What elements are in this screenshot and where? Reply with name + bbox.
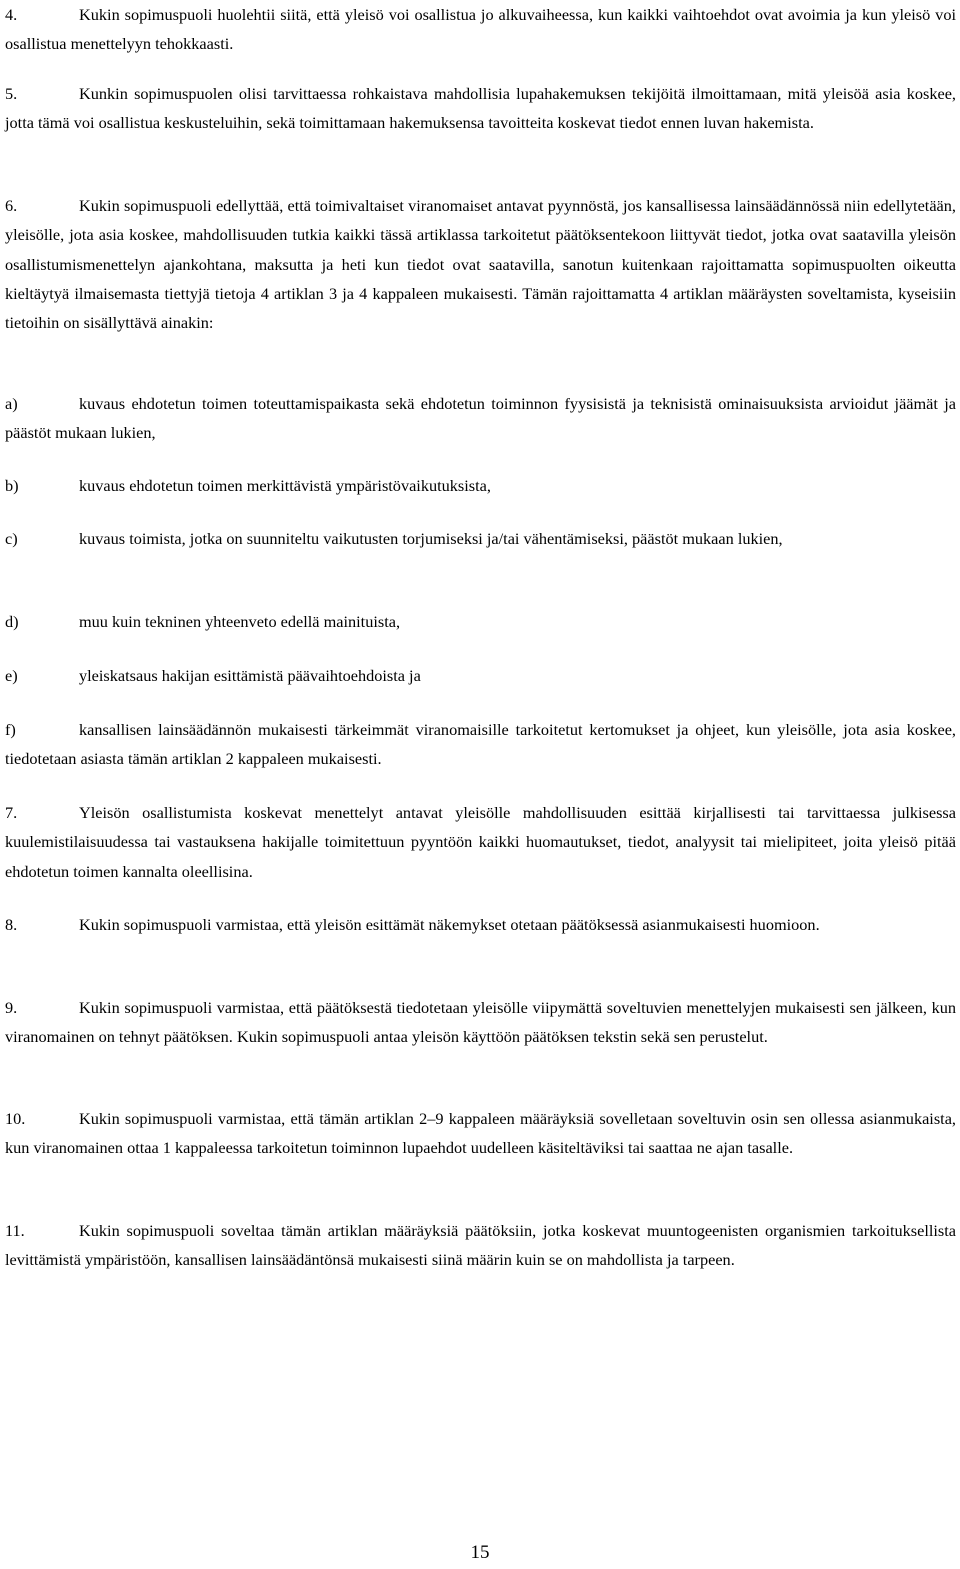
list-item-c — [5, 524, 956, 553]
list-item-marker: b) — [5, 476, 19, 495]
paragraph-number: 5. — [5, 84, 18, 103]
paragraph-number: 11. — [5, 1221, 25, 1240]
list-item-marker: c) — [5, 529, 18, 548]
list-item-text: kuvaus ehdotetun toimen toteuttamispaikasta sekä ehdotetun toiminnon fyysisistä ja teknisistä ominaisuuksista arvioidut jäämät ja päästöt mukaan lukien, — [5, 394, 956, 443]
list-item-marker: a) — [5, 394, 18, 413]
list-item-text: yleiskatsaus hakijan esittämistä päävaihtoehdoista ja — [79, 666, 421, 685]
paragraph-11 — [5, 1216, 956, 1275]
list-item-b — [5, 471, 956, 500]
paragraph-number: 9. — [5, 998, 18, 1017]
paragraph-number: 7. — [5, 803, 18, 822]
paragraph-6 — [5, 191, 956, 337]
paragraph-text: Yleisön osallistumista koskevat menettelyt antavat yleisölle mahdollisuuden esittää kirjallisesti tai tarvittaessa julkisessa kuulemistilaisuudessa tai vastauksena hakijalle toimitettuun pyyntöön kaikki huomautukset, tiedot, analyysit tai mielipiteet, joita yleisö pitää ehdotetun toimen kannalta oleellisina. — [5, 803, 956, 881]
list-item-text: muu kuin tekninen yhteenveto edellä mainituista, — [79, 612, 401, 631]
paragraph-text: Kukin sopimuspuoli varmistaa, että tämän artiklan 2–9 kappaleen määräyksiä sovelletaan soveltuvin osin sen ollessa asianmukaista, kun viranomainen ottaa 1 kappaleessa tarkoitetun toiminnon lupaehdot uudelleen käsiteltäviksi tai saattaa ne ajan tasalle. — [5, 1109, 956, 1158]
paragraph-number: 6. — [5, 196, 18, 215]
paragraph-10 — [5, 1104, 956, 1163]
paragraph-4 — [5, 0, 956, 59]
paragraph-number: 4. — [5, 5, 18, 24]
list-item-f — [5, 715, 956, 774]
paragraph-number: 10. — [5, 1109, 26, 1128]
list-item-text: kuvaus ehdotetun toimen merkittävistä ympäristövaikutuksista, — [79, 476, 491, 495]
paragraph-5 — [5, 79, 956, 138]
paragraph-number: 8. — [5, 915, 18, 934]
paragraph-text: Kukin sopimuspuoli varmistaa, että päätöksestä tiedotetaan yleisölle viipymättä soveltuvien menettelyjen mukaisesti sen jälkeen, kun viranomainen on tehnyt päätöksen. Kukin sopimuspuoli antaa yleisön käyttöön päätöksen tekstin sekä sen perustelut. — [5, 998, 956, 1047]
list-item-a — [5, 389, 956, 448]
paragraph-text: Kukin sopimuspuoli soveltaa tämän artiklan määräyksiä päätöksiin, jotka koskevat muuntogeenisten organismien tarkoituksellista levittämistä ympäristöön, kansallisen lainsäädäntönsä mukaisesti siinä määrin kuin se on mahdollista ja tarpeen. — [5, 1221, 956, 1270]
paragraph-text: Kunkin sopimuspuolen olisi tarvittaessa rohkaistava mahdollisia lupahakemuksen tekijöitä ilmoittamaan, mitä yleisöä asia koskee, jotta tämä voi osallistua keskusteluihin, sekä toimittamaan hakemuksensa tavoitteita koskevat tiedot ennen luvan hakemista. — [5, 84, 956, 133]
page-number: 15 — [470, 1542, 490, 1563]
list-item-marker: e) — [5, 666, 18, 685]
list-item-text: kansallisen lainsäädännön mukaisesti tärkeimmät viranomaisille tarkoitetut kertomukset ja ohjeet, kun yleisölle, jota asia koskee, tiedotetaan asiasta tämän artiklan 2 kappaleen mukaisesti. — [5, 720, 956, 769]
paragraph-text: Kukin sopimuspuoli varmistaa, että yleisön esittämät näkemykset otetaan päätöksessä asianmukaisesti huomioon. — [79, 915, 820, 934]
paragraph-7 — [5, 798, 956, 886]
list-item-d — [5, 607, 956, 636]
paragraph-text: Kukin sopimuspuoli edellyttää, että toimivaltaiset viranomaiset antavat pyynnöstä, jos kansallisessa lainsäädännössä niin edellytetään, yleisölle, jota asia koskee, mahdollisuuden tutkia kaikki tässä artiklassa tarkoitetut päätöksentekoon liittyvät tiedot, jotka ovat saatavilla yleisön osallistumismenettelyn ajankohtana, maksutta ja heti kun tiedot ovat saatavilla, sanotun kuitenkaan rajoittamatta sopimuspuolten oikeutta kieltäytyä ilmaisemasta tiettyjä tietoja 4 artiklan 3 ja 4 kappaleen mukaisesti. Tämän rajoittamatta 4 artiklan määräysten soveltamista, kyseisiin tietoihin on sisällyttävä ainakin: — [5, 196, 956, 333]
list-item-marker: d) — [5, 612, 19, 631]
list-item-e — [5, 661, 956, 690]
paragraph-text: Kukin sopimuspuoli huolehtii siitä, että yleisö voi osallistua jo alkuvaiheessa, kun kaikki vaihtoehdot ovat avoimia ja kun yleisö voi osallistua menettelyyn tehokkaasti. — [5, 5, 956, 54]
list-item-text: kuvaus toimista, jotka on suunniteltu vaikutusten torjumiseksi ja/tai vähentämiseksi, päästöt mukaan lukien, — [79, 529, 783, 548]
paragraph-8 — [5, 910, 956, 939]
paragraph-9 — [5, 993, 956, 1052]
list-item-marker: f) — [5, 720, 16, 739]
